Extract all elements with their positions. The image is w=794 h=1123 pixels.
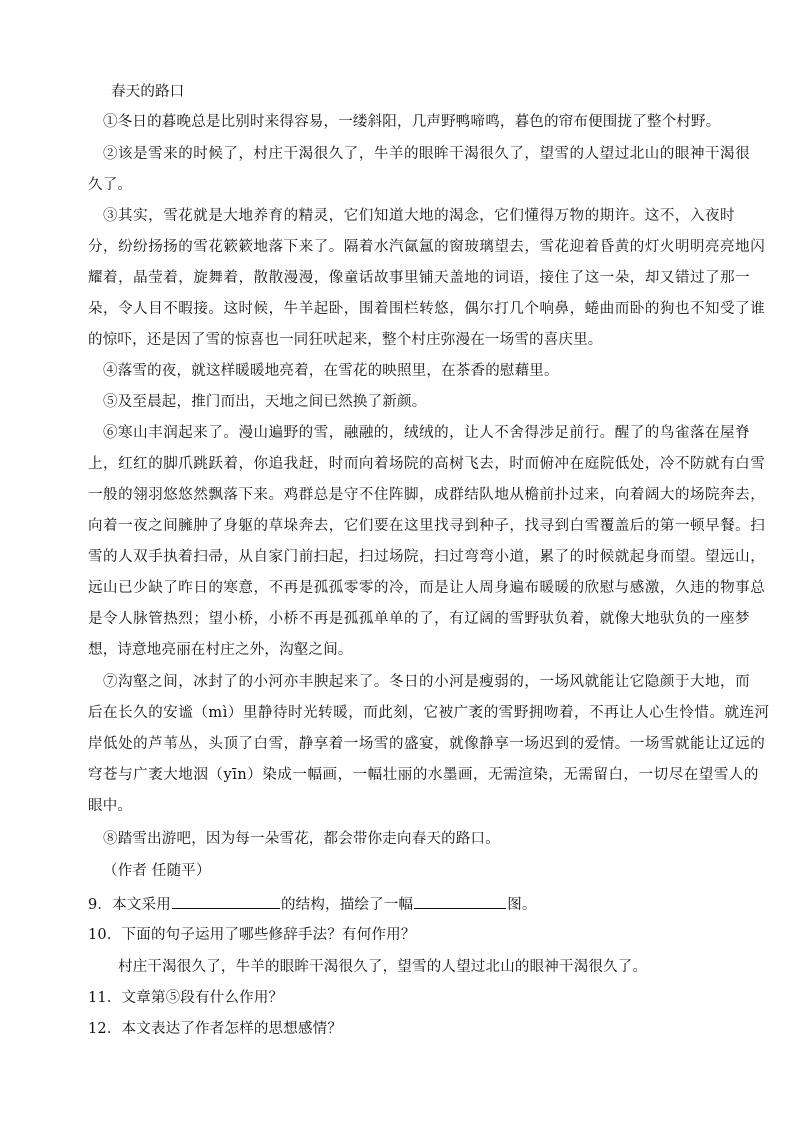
paragraph-5-line-1: ⑤及至晨起，推门而出，天地之间已然换了新颜。 [103, 394, 427, 410]
answer-blank-picture[interactable] [414, 893, 506, 909]
paragraph-6-line-5: 雪的人双手执着扫帚，从自家门前扫起，扫过场院，扫过弯弯小道，累了的时候就起身而望。望远山， [88, 549, 766, 565]
question-10-sentence: 村庄干渴很久了，牛羊的眼眸干渴很久了，望雪的人望过北山的眼神干渴很久了。 [118, 959, 648, 975]
paragraph-6-line-4: 向着一夜之间臃肿了身躯的草垛奔去，它们要在这里找寻到种子，找寻到白雪覆盖后的第一顿早餐。扫 [88, 518, 766, 534]
question-9 [88, 893, 537, 915]
paragraph-7-line-5: 眼中。 [88, 798, 133, 814]
paragraph-3-line-2: 分，纷纷扬扬的雪花簌簌地落下来了。隔着水汽氤氲的窗玻璃望去，雪花迎着昏黄的灯火明明亮亮地闪 [88, 239, 766, 255]
paragraph-7-line-1: ⑦沟壑之间，冰封了的小河亦丰腴起来了。冬日的小河是瘦弱的，一场风就能让它隐颜于大地，而 [103, 674, 751, 690]
paragraph-1-line-1: ①冬日的暮晚总是比别时来得容易，一缕斜阳，几声野鸭啼鸣，暮色的帘布便围拢了整个村野。 [103, 114, 721, 130]
question-9-part-1: 9．本文采用 [88, 897, 171, 913]
paragraph-6-line-7: 是令人脉管热烈；望小桥，小桥不再是孤孤单单的了，有辽阔的雪野驮负着，就像大地驮负的一座梦 [88, 611, 751, 627]
paragraph-4-line-1: ④落雪的夜，就这样暖暖地亮着，在雪花的映照里，在茶香的慰藉里。 [103, 363, 559, 379]
question-12: 12．本文表达了作者怎样的思想感情？ [88, 1021, 343, 1037]
paragraph-6-line-3: 一般的翎羽悠悠然飘落下来。鸡群总是守不住阵脚，成群结队地从檐前扑过来，向着阔大的场院奔去， [88, 487, 766, 503]
question-10: 10．下面的句子运用了哪些修辞手法？有何作用？ [88, 927, 416, 943]
question-11: 11．文章第⑤段有什么作用？ [88, 990, 284, 1006]
article-title: 春天的路口 [111, 84, 185, 100]
paragraph-7-line-3: 岸低处的芦苇丛，头顶了白雪，静享着一场雪的盛宴，就像静享一场迟到的爱情。一场雪就能让辽远的 [88, 736, 766, 752]
paragraph-6-line-2: 上，红红的脚爪跳跃着，你追我赶，时而向着场院的高树飞去，时而俯冲在庭院低处，冷不防就有白雪 [88, 456, 766, 472]
paragraph-2-line-2: 久了。 [88, 177, 133, 193]
question-9-part-2: 的结构，描绘了一幅 [280, 897, 414, 913]
paragraph-6-line-1: ⑥寒山丰润起来了。漫山遍野的雪，融融的，绒绒的，让人不舍得涉足前行。醒了的鸟雀落在屋脊 [103, 425, 751, 441]
paragraph-3-line-3: 耀着，晶莹着，旋舞着，散散漫漫，像童话故事里铺天盖地的词语，接住了这一朵，却又错过了那一 [88, 270, 751, 286]
paragraph-6-line-6: 远山已少缺了昨日的寒意，不再是孤孤零零的冷，而是让人周身遍布暖暖的欣慰与感激，久违的物事总 [88, 580, 766, 596]
question-9-part-3: 图。 [507, 897, 537, 913]
paragraph-7-line-4: 穹苍与广袤大地洇（yīn）染成一幅画，一幅壮丽的水墨画，无需渲染，无需留白，一切尽在望雪人的 [88, 767, 759, 783]
paragraph-8-line-1: ⑧踏雪出游吧，因为每一朵雪花，都会带你走向春天的路口。 [103, 831, 500, 847]
answer-blank-structure[interactable] [172, 893, 280, 909]
paragraph-2-line-1: ②该是雪来的时候了，村庄干渴很久了，牛羊的眼眸干渴很久了，望雪的人望过北山的眼神干渴很 [103, 146, 751, 162]
paragraph-6-line-8: 想，诗意地亮丽在村庄之外，沟壑之间。 [88, 642, 353, 658]
paragraph-3-line-1: ③其实，雪花就是大地养育的精灵，它们知道大地的渴念，它们懂得万物的期许。这不，入夜时 [103, 208, 736, 224]
author-line: （作者 任随平） [103, 863, 211, 879]
paragraph-3-line-5: 的惊吓，还是因了雪的惊喜也一同狂吠起来，整个村庄弥漫在一场雪的喜庆里。 [88, 332, 603, 348]
paragraph-7-line-2: 后在长久的安谧（mì）里静待时光转暖，而此刻，它被广袤的雪野拥吻着，不再让人心生怜惜。就连河 [88, 705, 770, 721]
paragraph-3-line-4: 朵，令人目不暇接。这时候，牛羊起卧，围着围栏转悠，偶尔打几个响鼻，蜷曲而卧的狗也不知受了谁 [88, 301, 766, 317]
